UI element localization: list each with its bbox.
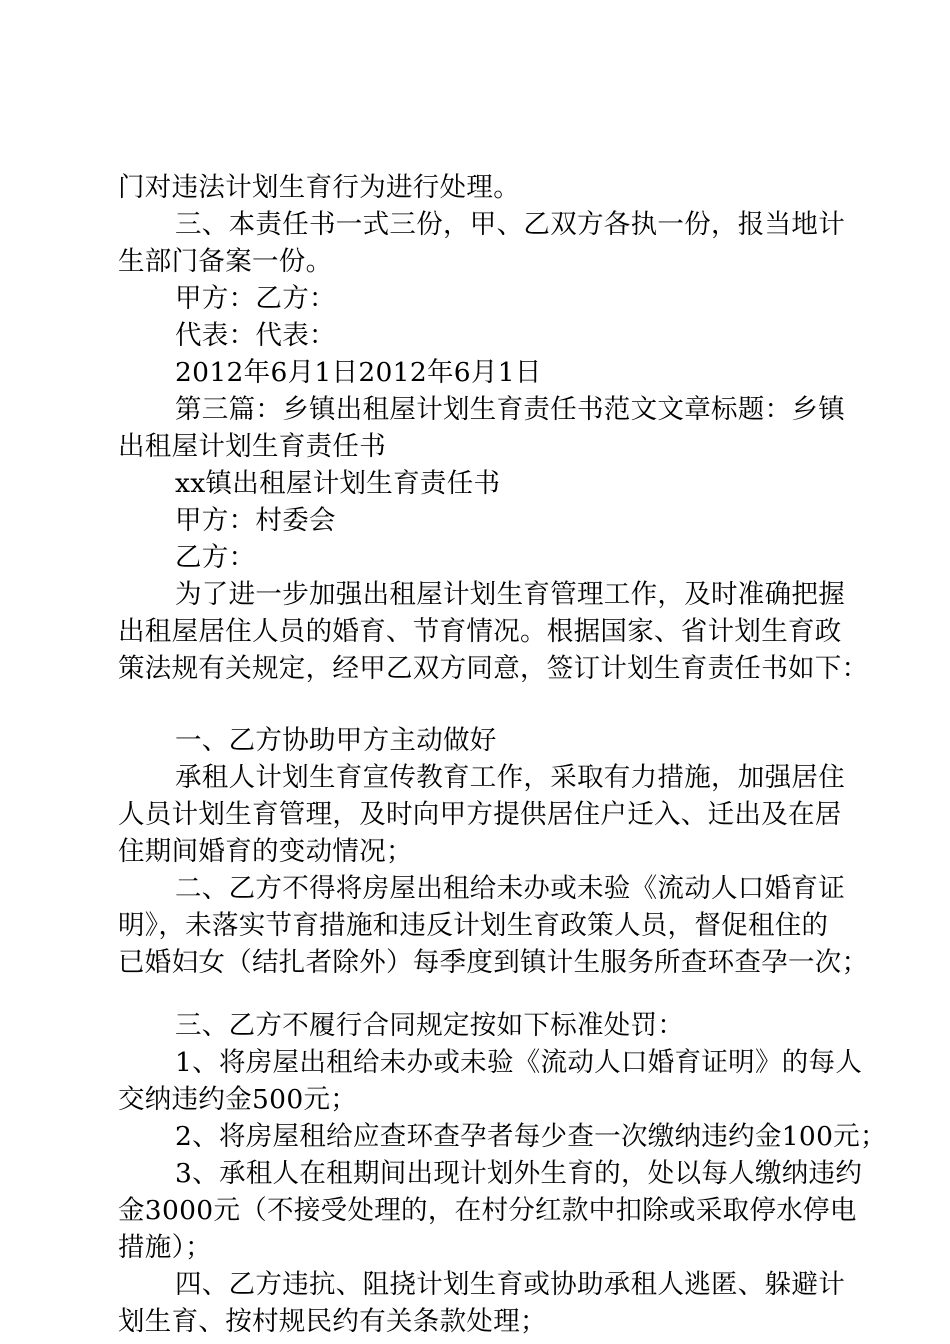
text-line: 承租人计划生育宣传教育工作，采取有力措施，加强居住	[175, 762, 845, 793]
text-line: 二、乙方不得将房屋出租给未办或未验《流动人口婚育证	[175, 873, 845, 904]
text-line: 甲方：乙方：	[175, 283, 336, 314]
text-line: 交纳违约金500元；	[118, 1084, 358, 1115]
text-line: 3、承租人在租期间出现计划外生育的，处以每人缴纳违约	[175, 1158, 863, 1189]
text-line: 住期间婚育的变动情况；	[118, 836, 413, 867]
text-line: 2、将房屋租给应查环查孕者每少查一次缴纳违约金100元；	[175, 1121, 887, 1152]
text-line: 措施）；	[118, 1232, 212, 1263]
text-line: 策法规有关规定，经甲乙双方同意，签订计划生育责任书如下：	[118, 653, 869, 684]
text-line: 甲方：村委会	[175, 505, 336, 536]
text-line: 代表：代表：	[175, 320, 336, 351]
text-line: 已婚妇女（结扎者除外）每季度到镇计生服务所查环查孕一次；	[118, 947, 869, 978]
text-line: 为了进一步加强出租屋计划生育管理工作，及时准确把握	[175, 579, 845, 610]
text-line: 三、乙方不履行合同规定按如下标准处罚：	[175, 1010, 685, 1041]
text-line: 2012年6月1日2012年6月1日	[175, 357, 542, 388]
text-line: 一、乙方协助甲方主动做好	[175, 725, 497, 756]
text-line: 人员计划生育管理，及时向甲方提供居住户迁入、迁出及在居	[118, 799, 842, 830]
text-line: 出租屋计划生育责任书	[118, 431, 386, 462]
text-line: 第三篇：乡镇出租屋计划生育责任书范文文章标题：乡镇	[175, 394, 845, 425]
text-line: 明》，未落实节育措施和违反计划生育政策人员，督促租住的	[118, 910, 829, 941]
text-line: 金3000元（不接受处理的，在村分红款中扣除或采取停水停电	[118, 1195, 857, 1226]
text-line: 生部门备案一份。	[118, 246, 333, 277]
text-line: 四、乙方违抗、阻挠计划生育或协助承租人逃匿、躲避计	[175, 1269, 845, 1300]
text-line: 划生育、按村规民约有关条款处理；	[118, 1306, 547, 1337]
text-line: 门对违法计划生育行为进行处理。	[118, 172, 520, 203]
text-line: xx镇出租屋计划生育责任书	[175, 468, 501, 499]
text-line: 出租屋居住人员的婚育、节育情况。根据国家、省计划生育政	[118, 616, 842, 647]
text-line: 乙方：	[175, 542, 256, 573]
text-line: 三、本责任书一式三份，甲、乙双方各执一份，报当地计	[175, 209, 845, 240]
text-line: 1、将房屋出租给未办或未验《流动人口婚育证明》的每人	[175, 1047, 863, 1078]
